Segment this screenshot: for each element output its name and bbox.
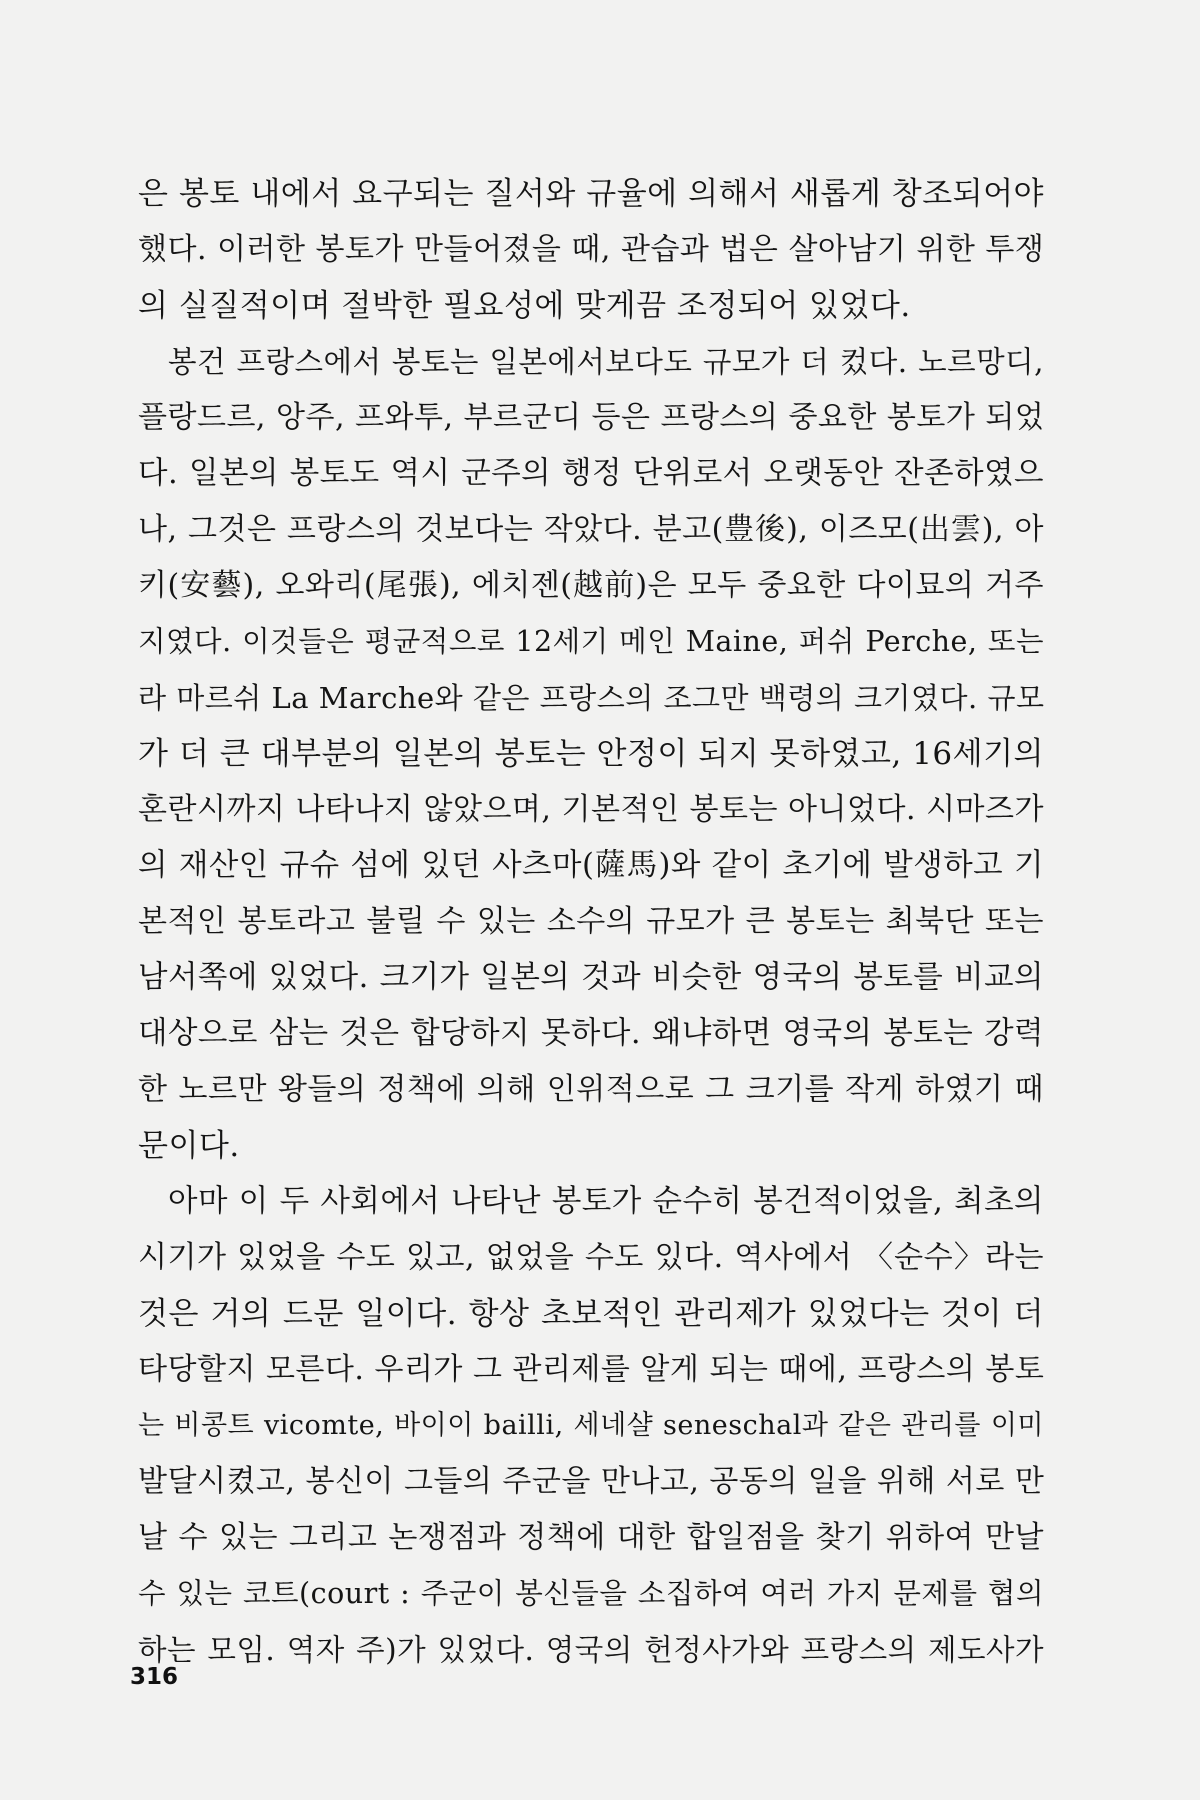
text-line: 문이다.: [138, 1128, 240, 1164]
text-line: 의 재산인 규슈 섬에 있던 사츠마(薩馬)와 같이 초기에 발생하고 기: [138, 848, 1044, 883]
text-line: 나, 그것은 프랑스의 것보다는 작았다. 분고(豊後), 이즈모(出雲), 아: [138, 512, 1044, 547]
text-line: 라 마르쉬 La Marche와 같은 프랑스의 조그만 백령의 크기였다. 규모: [138, 681, 1045, 715]
text-line: 혼란시까지 나타나지 않았으며, 기본적인 봉토는 아니었다. 시마즈가: [138, 792, 1044, 827]
body-text: [138, 166, 1044, 1678]
text-line: 본적인 봉토라고 불릴 수 있는 소수의 규모가 큰 봉토는 최북단 또는: [138, 904, 1044, 939]
text-line: 발달시켰고, 봉신이 그들의 주군을 만나고, 공동의 일을 위해 서로 만: [138, 1464, 1045, 1499]
text-line: 지였다. 이것들은 평균적으로 12세기 메인 Maine, 퍼쉬 Perche, 또는: [138, 625, 1044, 658]
text-line: 하는 모임. 역자 주)가 있었다. 영국의 헌정사가와 프랑스의 제도사가: [138, 1633, 1044, 1667]
text-line: 봉건 프랑스에서 봉토는 일본에서보다도 규모가 더 컸다. 노르망디,: [168, 345, 1044, 379]
text-line: 플랑드르, 앙주, 프와투, 부르군디 등은 프랑스의 중요한 봉토가 되었: [138, 400, 1045, 435]
text-line: 는 비콩트 vicomte, 바이이 bailli, 세네샬 seneschal과 같은 관리를 이미: [138, 1410, 1044, 1441]
text-line: 대상으로 삼는 것은 합당하지 못하다. 왜냐하면 영국의 봉토는 강력: [138, 1016, 1044, 1051]
page-number: 316: [130, 1664, 179, 1690]
text-line: 수 있는 코트(court : 주군이 봉신들을 소집하여 여러 가지 문제를 협의: [138, 1577, 1044, 1610]
text-line: 키(安藝), 오와리(尾張), 에치젠(越前)은 모두 중요한 다이묘의 거주: [138, 568, 1044, 603]
text-line: 은 봉토 내에서 요구되는 질서와 규율에 의해서 새롭게 창조되어야: [138, 176, 1044, 212]
text-line: 가 더 큰 대부분의 일본의 봉토는 안정이 되지 못하였고, 16세기의: [138, 736, 1044, 772]
text-line: 했다. 이러한 봉토가 만들어졌을 때, 관습과 법은 살아남기 위한 투쟁: [138, 232, 1045, 267]
text-line: 시기가 있었을 수도 있고, 없었을 수도 있다. 역사에서 〈순수〉라는: [138, 1240, 1044, 1275]
text-line: 것은 거의 드문 일이다. 항상 초보적인 관리제가 있었다는 것이 더: [138, 1296, 1044, 1332]
text-line: 타당할지 모른다. 우리가 그 관리제를 알게 되는 때에, 프랑스의 봉토: [138, 1352, 1045, 1387]
text-line: 한 노르만 왕들의 정책에 의해 인위적으로 그 크기를 작게 하였기 때: [138, 1072, 1044, 1107]
text-line: 날 수 있는 그리고 논쟁점과 정책에 대한 합일점을 찾기 위하여 만날: [138, 1520, 1044, 1555]
text-line: 아마 이 두 사회에서 나타난 봉토가 순수히 봉건적이었을, 최초의: [168, 1184, 1044, 1219]
text-line: 의 실질적이며 절박한 필요성에 맞게끔 조정되어 있었다.: [138, 288, 911, 324]
text-line: 남서쪽에 있었다. 크기가 일본의 것과 비슷한 영국의 봉토를 비교의: [138, 960, 1044, 995]
text-line: 다. 일본의 봉토도 역시 군주의 행정 단위로서 오랫동안 잔존하였으: [138, 456, 1044, 491]
